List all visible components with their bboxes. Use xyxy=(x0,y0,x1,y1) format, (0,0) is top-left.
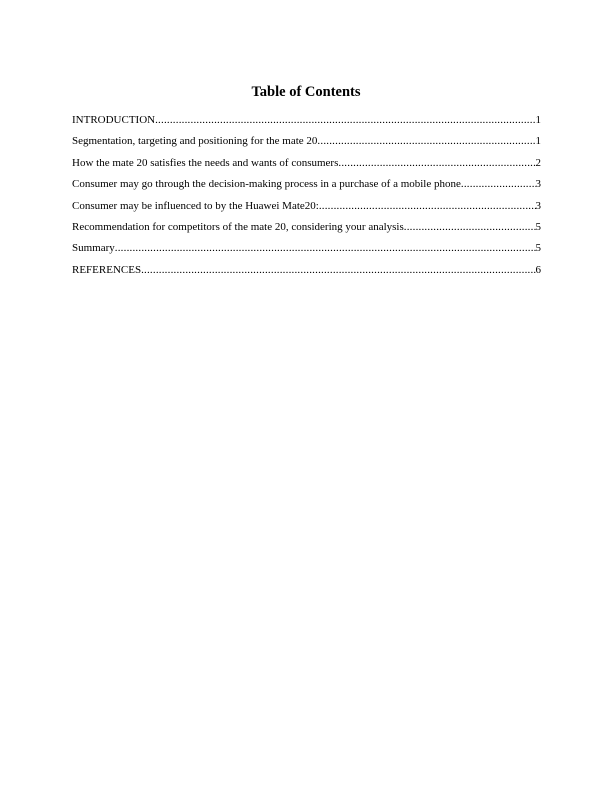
toc-dot-leader xyxy=(141,263,535,277)
toc-page-number: 5 xyxy=(535,242,541,255)
toc-entry-needs-and-wants[interactable] xyxy=(72,156,541,177)
toc-dot-leader xyxy=(338,156,535,170)
toc-entry-recommendation[interactable] xyxy=(72,220,541,241)
toc-dot-leader xyxy=(317,134,535,148)
toc-entry-label[interactable]: REFERENCES xyxy=(72,263,142,276)
toc-dot-leader xyxy=(319,199,536,213)
toc-dot-leader xyxy=(155,113,535,127)
toc-entry-references[interactable] xyxy=(72,263,541,284)
toc-page-number: 2 xyxy=(535,156,541,169)
toc-dot-leader xyxy=(115,241,536,255)
toc-entry-summary[interactable] xyxy=(72,241,541,262)
toc-entry-label[interactable]: How the mate 20 satisfies the needs and wants of consumers xyxy=(72,156,339,169)
toc-entry-label[interactable]: Consumer may be influenced to by the Huawei Mate20: xyxy=(72,199,319,212)
toc-dot-leader xyxy=(404,220,536,234)
toc-page-number: 1 xyxy=(535,114,541,126)
toc-page-number: 6 xyxy=(535,263,541,276)
toc-entry-introduction[interactable] xyxy=(72,113,541,134)
toc-dot-leader xyxy=(461,177,536,191)
toc-page-number: 3 xyxy=(535,199,541,212)
table-of-contents xyxy=(72,113,541,284)
toc-entry-label[interactable]: Consumer may go through the decision-making process in a purchase of a mobile phone xyxy=(72,178,461,191)
toc-entry-segmentation[interactable] xyxy=(72,134,541,155)
toc-page-number: 3 xyxy=(535,178,541,191)
toc-entry-label[interactable]: Segmentation, targeting and positioning for the mate 20 xyxy=(72,135,318,148)
toc-entry-label[interactable]: Summary xyxy=(72,242,115,255)
toc-page-number: 5 xyxy=(535,220,541,233)
toc-title: Table of Contents xyxy=(251,84,361,100)
toc-entry-label[interactable]: Recommendation for competitors of the mate 20, considering your analysis xyxy=(72,220,404,233)
toc-page-number: 1 xyxy=(535,135,541,148)
toc-entry-influenced[interactable] xyxy=(72,199,541,220)
toc-entry-label[interactable]: INTRODUCTION xyxy=(72,114,156,126)
toc-entry-decision-making[interactable] xyxy=(72,177,541,198)
